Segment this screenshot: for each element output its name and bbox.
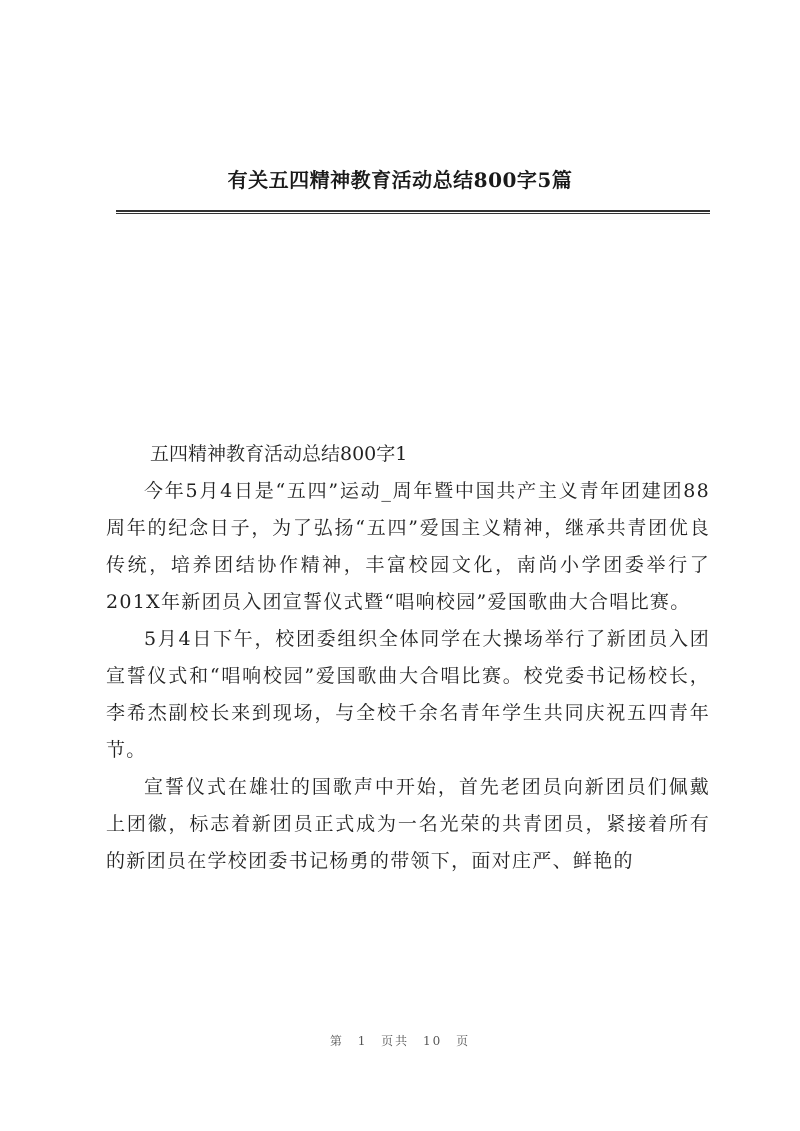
section-heading: 五四精神教育活动总结800字1 bbox=[150, 443, 408, 465]
paragraph-2: 5月4日下午，校团委组织全体同学在大操场举行了新团员入团宣誓仪式和“唱响校园”爱国歌曲大合唱比赛。校党委书记杨校长，李希杰副校长来到现场，与全校千余名青年学生共同庆祝五四青年节。 bbox=[106, 628, 710, 761]
page-number-footer: 第 1 页共 10 页 bbox=[329, 1034, 471, 1048]
document-body bbox=[106, 436, 710, 880]
paragraph-1: 今年5月4日是“五四”运动_周年暨中国共产主义青年团建团88周年的纪念日子，为了弘扬“五四”爱国主义精神，继承共青团优良传统，培养团结协作精神，丰富校园文化，南尚小学团委举行了201X年新团员入团宣誓仪式暨“唱响校园”爱国歌曲大合唱比赛。 bbox=[106, 480, 710, 613]
title-divider bbox=[116, 210, 710, 214]
paragraph-3: 宣誓仪式在雄壮的国歌声中开始，首先老团员向新团员们佩戴上团徽，标志着新团员正式成为一名光荣的共青团员，紧接着所有的新团员在学校团委书记杨勇的带领下，面对庄严、鲜艳的 bbox=[106, 776, 710, 872]
document-title: 有关五四精神教育活动总结800字5篇 bbox=[227, 168, 573, 192]
